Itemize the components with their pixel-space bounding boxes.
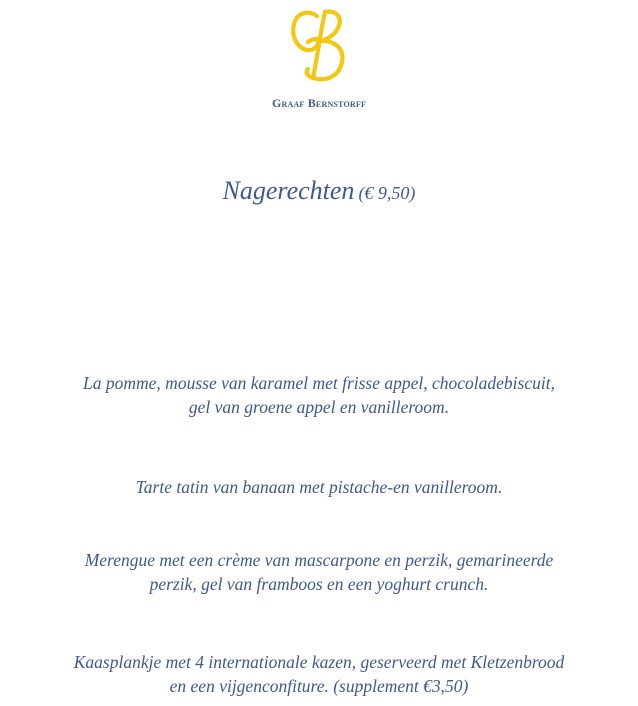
dish-line: Merengue met een crème van mascarpone en perzik, gemarineerde xyxy=(84,550,554,570)
dish-line: perzik, gel van framboos en een yoghurt crunch. xyxy=(149,574,489,594)
section-price: (€ 9,50) xyxy=(358,183,416,203)
dish-item xyxy=(0,650,638,698)
brand-name: Graaf Bernstorff xyxy=(271,96,367,110)
dish-line: en een vijgenconfiture. (supplement €3,50) xyxy=(169,676,469,696)
dish-line: gel van groene appel en vanilleroom. xyxy=(188,397,450,417)
dish-item xyxy=(0,371,638,419)
gb-monogram-icon xyxy=(283,6,355,86)
section-heading xyxy=(0,176,638,206)
dish-line: Kaasplankje met 4 internationale kazen, geserveerd met Kletzenbrood xyxy=(73,652,565,672)
section-title: Nagerechten xyxy=(222,176,355,205)
dish-line: La pomme, mousse van karamel met frisse appel, chocoladebiscuit, xyxy=(83,373,555,393)
dish-line: Tarte tatin van banaan met pistache-en vanilleroom. xyxy=(135,477,503,497)
dish-item xyxy=(0,548,638,596)
dish-item xyxy=(0,475,638,499)
